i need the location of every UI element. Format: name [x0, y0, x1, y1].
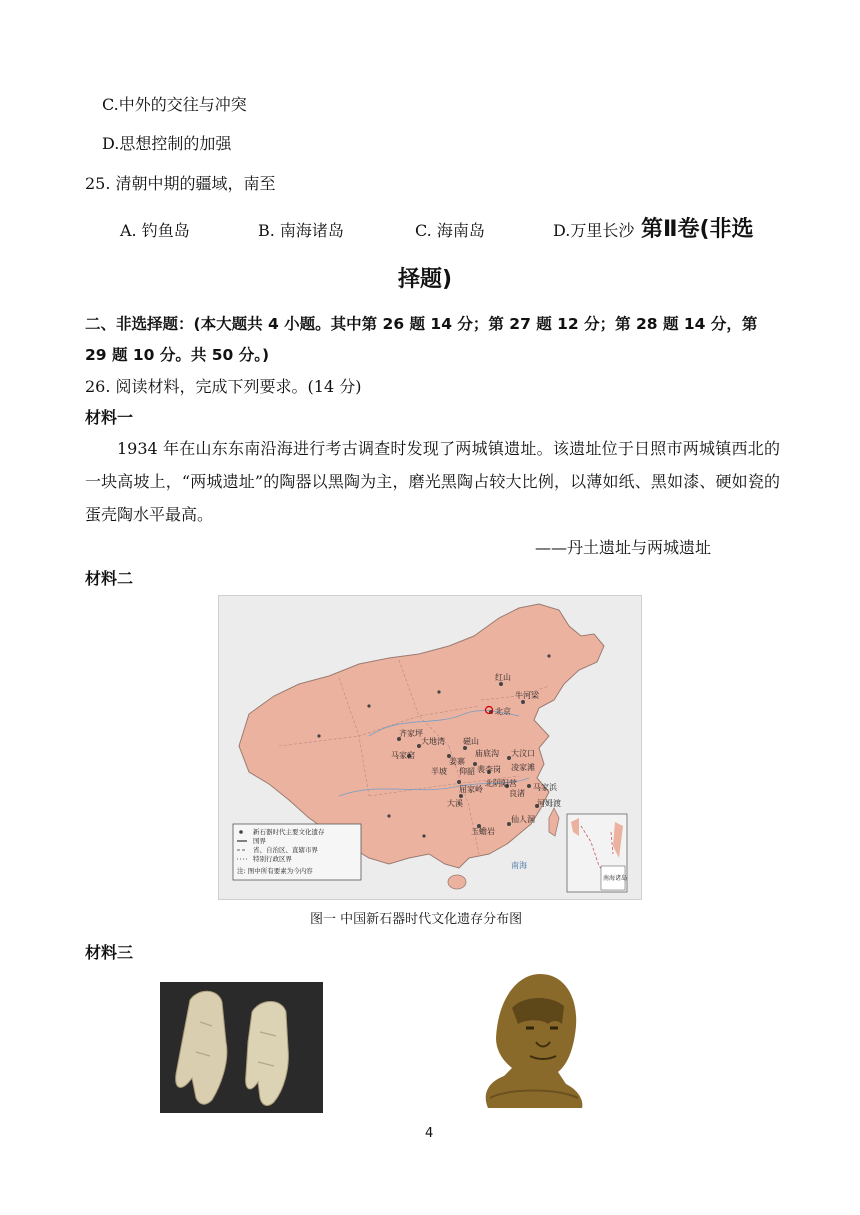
- label-beijing: 北京: [495, 707, 511, 716]
- label-liangzhu: 良渚: [509, 789, 525, 798]
- label-dadiwan: 大地湾: [421, 737, 445, 746]
- q25-option-a: A. 钓鱼岛: [120, 221, 190, 240]
- q25-stem: 25. 清朝中期的疆域，南至: [85, 174, 276, 193]
- label-hongshan: 红山: [495, 673, 511, 682]
- q25-option-c: C. 海南岛: [415, 221, 485, 240]
- taiwan-shape: [549, 808, 559, 836]
- section-title-part2: 择题): [398, 267, 453, 292]
- label-yuchanyan: 玉蟾岩: [471, 827, 495, 836]
- material3-label: 材料三: [85, 943, 134, 962]
- label-daxi: 大溪: [447, 799, 463, 808]
- hainan-shape: [448, 875, 466, 889]
- label-cishan: 磁山: [463, 737, 479, 746]
- label-qijiaping: 齐家坪: [399, 729, 423, 738]
- q25-option-d: D.万里长沙: [553, 221, 635, 240]
- peking-man-bust-image: [478, 968, 588, 1113]
- label-beiyinyangying: 北阴阳营: [485, 779, 517, 788]
- label-xianrendong: 仙人洞: [511, 815, 535, 824]
- legend-row2: 国界: [253, 837, 266, 845]
- legend-row4: 特别行政区界: [253, 855, 292, 863]
- option-d-prev: D.思想控制的加强: [102, 134, 232, 153]
- q25-option-b: B. 南海诸岛: [258, 221, 344, 240]
- label-jiangzhai: 姜寨: [449, 757, 465, 766]
- legend-row1: 新石器时代主要文化遗存: [253, 828, 325, 836]
- section-intro-line1: 二、非选择题：(本大题共 4 小题。其中第 26 题 14 分；第 27 题 12 分；第 28 题 14 分，第: [85, 315, 758, 333]
- label-majiabang: 马家浜: [533, 783, 557, 792]
- label-lingjiatan: 凌家滩: [511, 763, 535, 772]
- teeth-fossil-image: [160, 982, 323, 1113]
- map-legend: [233, 824, 361, 880]
- label-qujialing: 屈家岭: [459, 785, 483, 794]
- option-c-prev: C.中外的交往与冲突: [102, 95, 247, 114]
- map-caption: 图一 中国新石器时代文化遗存分布图: [310, 912, 523, 927]
- legend-row3: 省、自治区、直辖市界: [253, 846, 318, 854]
- legend-row5: 注: 图中所有要素为今内容: [237, 867, 313, 875]
- label-niuheliang: 牛河梁: [515, 691, 539, 700]
- label-nanhai: 南海: [511, 861, 527, 870]
- section-intro-line2: 29 题 10 分。共 50 分。): [85, 346, 270, 364]
- label-miaodigou: 庙底沟: [475, 749, 499, 758]
- material1-label: 材料一: [85, 408, 134, 427]
- label-yangshao: 仰韶: [459, 767, 475, 776]
- q26-stem: 26. 阅读材料，完成下列要求。(14 分): [85, 377, 362, 396]
- label-majiayao: 马家窑: [391, 751, 415, 760]
- page-number: 4: [425, 1126, 434, 1141]
- label-dawenkou: 大汶口: [511, 749, 535, 758]
- label-hemudu: 河姆渡: [537, 799, 561, 808]
- neolithic-sites-map: [218, 595, 642, 900]
- material1-text: 1934 年在山东东南沿海进行考古调查时发现了两城镇遗址。该遗址位于日照市两城镇西北的一块高坡上，“两城遗址”的陶器以黑陶为主，磨光黑陶占较大比例，以薄如纸、黑如漆、硬如瓷的蛋壳陶水平最高。: [85, 439, 780, 524]
- section-title-part1: 第Ⅱ卷(非选: [641, 217, 754, 242]
- label-banpo: 半坡: [431, 767, 447, 776]
- label-peiligang: 裴李岗: [477, 765, 501, 774]
- material1-source: ——丹土遗址与两城遗址: [535, 538, 712, 557]
- south-china-sea-inset: [567, 814, 627, 892]
- inset-label: 南海诸岛: [603, 875, 628, 882]
- material2-label: 材料二: [85, 569, 134, 588]
